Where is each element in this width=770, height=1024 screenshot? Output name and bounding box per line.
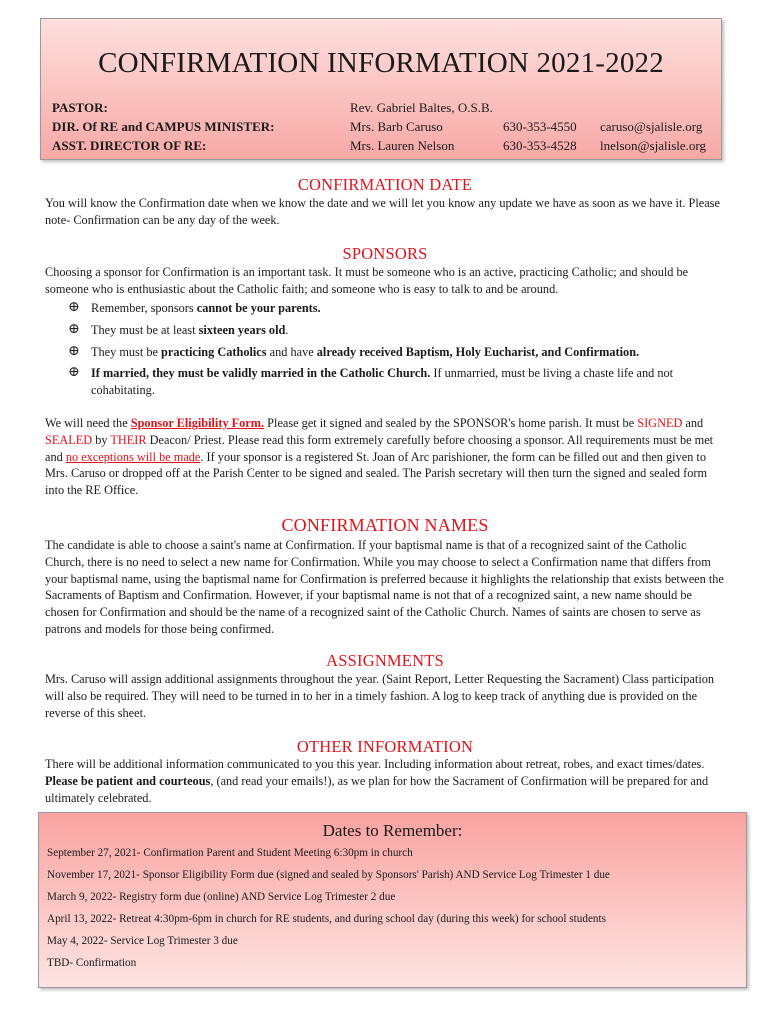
- sponsor-form-paragraph: [45, 415, 725, 499]
- bullet-text: .: [285, 322, 289, 337]
- staff-role: PASTOR:: [52, 100, 108, 115]
- sponsors-intro: Choosing a sponsor for Confirmation is an important task. It must be someone who is an active, practicing Catholic; and should be someone who is enthusiastic about the Catholic faith; and someone who is easy to talk to and be around.: [45, 265, 689, 296]
- confirmation-date-heading: CONFIRMATION DATE: [297, 175, 473, 194]
- bullet-text: They must be at least: [91, 322, 199, 337]
- sponsor-eligibility-form-link[interactable]: Sponsor Eligibility Form.: [130, 416, 265, 430]
- circle-plus-bullet-icon: ⊕: [68, 321, 80, 337]
- staff-email[interactable]: caruso@sjalisle.org: [600, 119, 703, 134]
- text-run: There will be additional information communicated to you this year. Including information about retreat, robes, and exact times/dates.: [45, 757, 705, 771]
- staff-row-pastor: [52, 100, 717, 118]
- list-item: [68, 344, 723, 361]
- emphasis-sealed: SEALED: [45, 432, 93, 447]
- text-run: , (and read your emails!), as we plan for how the Sacrament of Confirmation will be prepared for and ultimately celebrated.: [45, 773, 709, 805]
- assignments-text: Mrs. Caruso will assign additional assignments throughout the year. (Saint Report, Letter Requesting the Sacrament) Class participation will also be required. They will need to be turned in to her in a timely fashion. A log to keep track of anything due is provided on the reverse of this sheet.: [45, 672, 715, 720]
- page-title: CONFIRMATION INFORMATION 2021-2022: [98, 47, 664, 79]
- text-run: Deacon/ Priest. Please read this form extremely carefully before choosing a sponsor. All requirements must be met and: [45, 432, 714, 464]
- assignments-heading: ASSIGNMENTS: [326, 651, 444, 670]
- sponsor-requirements-list: [68, 300, 723, 404]
- bullet-bold: already received Baptism, Holy Eucharist, and Confirmation.: [316, 344, 640, 359]
- date-item: TBD- Confirmation: [47, 957, 137, 969]
- staff-phone: 630-353-4550: [503, 119, 577, 134]
- bold-text: Please be patient and courteous: [45, 773, 211, 788]
- other-information-heading: OTHER INFORMATION: [296, 737, 474, 756]
- text-run: . If your sponsor is a registered St. Joan of Arc parishioner, the form can be filled out and then given to Mrs. Caruso or dropped off at the Parish Center to be signed and sealed. The Parish secretary will then turn the signed and sealed form into the RE Office.: [45, 449, 708, 498]
- dates-to-remember-box: [38, 812, 747, 988]
- confirmation-date-text: You will know the Confirmation date when we know the date and we will let you know any update we have as soon as we have it. Please note- Confirmation can be any day of the week.: [45, 196, 720, 227]
- list-item: [68, 322, 723, 339]
- bullet-text: If unmarried, must be living a chaste life and not cohabitating.: [91, 366, 674, 398]
- circle-plus-bullet-icon: ⊕: [68, 300, 80, 315]
- confirmation-names-heading: CONFIRMATION NAMES: [281, 515, 489, 535]
- list-item: [68, 365, 723, 399]
- staff-row-director: [52, 119, 717, 137]
- bullet-bold: sixteen years old: [198, 322, 286, 337]
- dates-title: Dates to Remember:: [322, 821, 463, 840]
- confirmation-names-text: The candidate is able to choose a saint's name at Confirmation. If your baptismal name is that of a recognized saint of the Catholic Church, there is no need to select a new name for Confirmation. While you may choose to select a Confirmation name that differs from your baptismal name, using the baptismal name for Confirmation is preferred because it highlights the relationship that exists between the Sacraments of Baptism and Confirmation. However, if your baptismal name is not that of a recognized saint, a new name should be chosen for Confirmation and should be the name of a recognized saint of the Catholic Church. Names of saints are chosen to serve as patrons and models for those being confirmed.: [45, 538, 724, 636]
- bullet-text: They must be: [91, 344, 162, 359]
- staff-name: Rev. Gabriel Baltes, O.S.B.: [350, 100, 493, 115]
- date-item: April 13, 2022- Retreat 4:30pm-6pm in church for RE students, and during school day (during this week) for school students: [47, 913, 606, 925]
- text-run: We will need the: [45, 416, 131, 430]
- list-item: [68, 300, 723, 317]
- date-item: November 17, 2021- Sponsor Eligibility Form due (signed and sealed by Sponsors' Parish) AND Service Log Trimester 1 due: [47, 869, 610, 881]
- bullet-text: and have: [266, 344, 317, 359]
- staff-email[interactable]: lnelson@sjalisle.org: [600, 138, 706, 153]
- emphasis-their: THEIR: [110, 432, 147, 447]
- text-run: and: [682, 416, 704, 430]
- staff-phone: 630-353-4528: [503, 138, 577, 153]
- staff-name: Mrs. Barb Caruso: [350, 119, 443, 134]
- staff-name: Mrs. Lauren Nelson: [350, 138, 455, 153]
- date-item: May 4, 2022- Service Log Trimester 3 due: [47, 935, 238, 947]
- sponsors-heading: SPONSORS: [342, 244, 428, 263]
- circle-plus-bullet-icon: ⊕: [68, 365, 80, 381]
- staff-role: DIR. Of RE and CAMPUS MINISTER:: [52, 119, 275, 134]
- bullet-bold: cannot be your parents.: [196, 301, 321, 315]
- bullet-bold: If married, they must be validly married in the Catholic Church.: [91, 366, 431, 381]
- header-box: [40, 18, 722, 160]
- other-information-text: [45, 756, 725, 806]
- date-item: March 9, 2022- Registry form due (online) AND Service Log Trimester 2 due: [47, 891, 396, 903]
- emphasis-signed: SIGNED: [637, 416, 683, 430]
- emphasis-no-exceptions: no exceptions will be made: [65, 449, 201, 464]
- staff-role: ASST. DIRECTOR OF RE:: [52, 138, 207, 153]
- text-run: Please get it signed and sealed by the SPONSOR's home parish. It must be: [264, 416, 638, 430]
- circle-plus-bullet-icon: ⊕: [68, 343, 80, 359]
- bullet-text: Remember, sponsors: [91, 301, 197, 315]
- date-item: September 27, 2021- Confirmation Parent and Student Meeting 6:30pm in church: [47, 847, 413, 859]
- bullet-bold: practicing Catholics: [161, 344, 267, 359]
- text-run: by: [92, 432, 111, 447]
- staff-row-asst-director: [52, 138, 717, 156]
